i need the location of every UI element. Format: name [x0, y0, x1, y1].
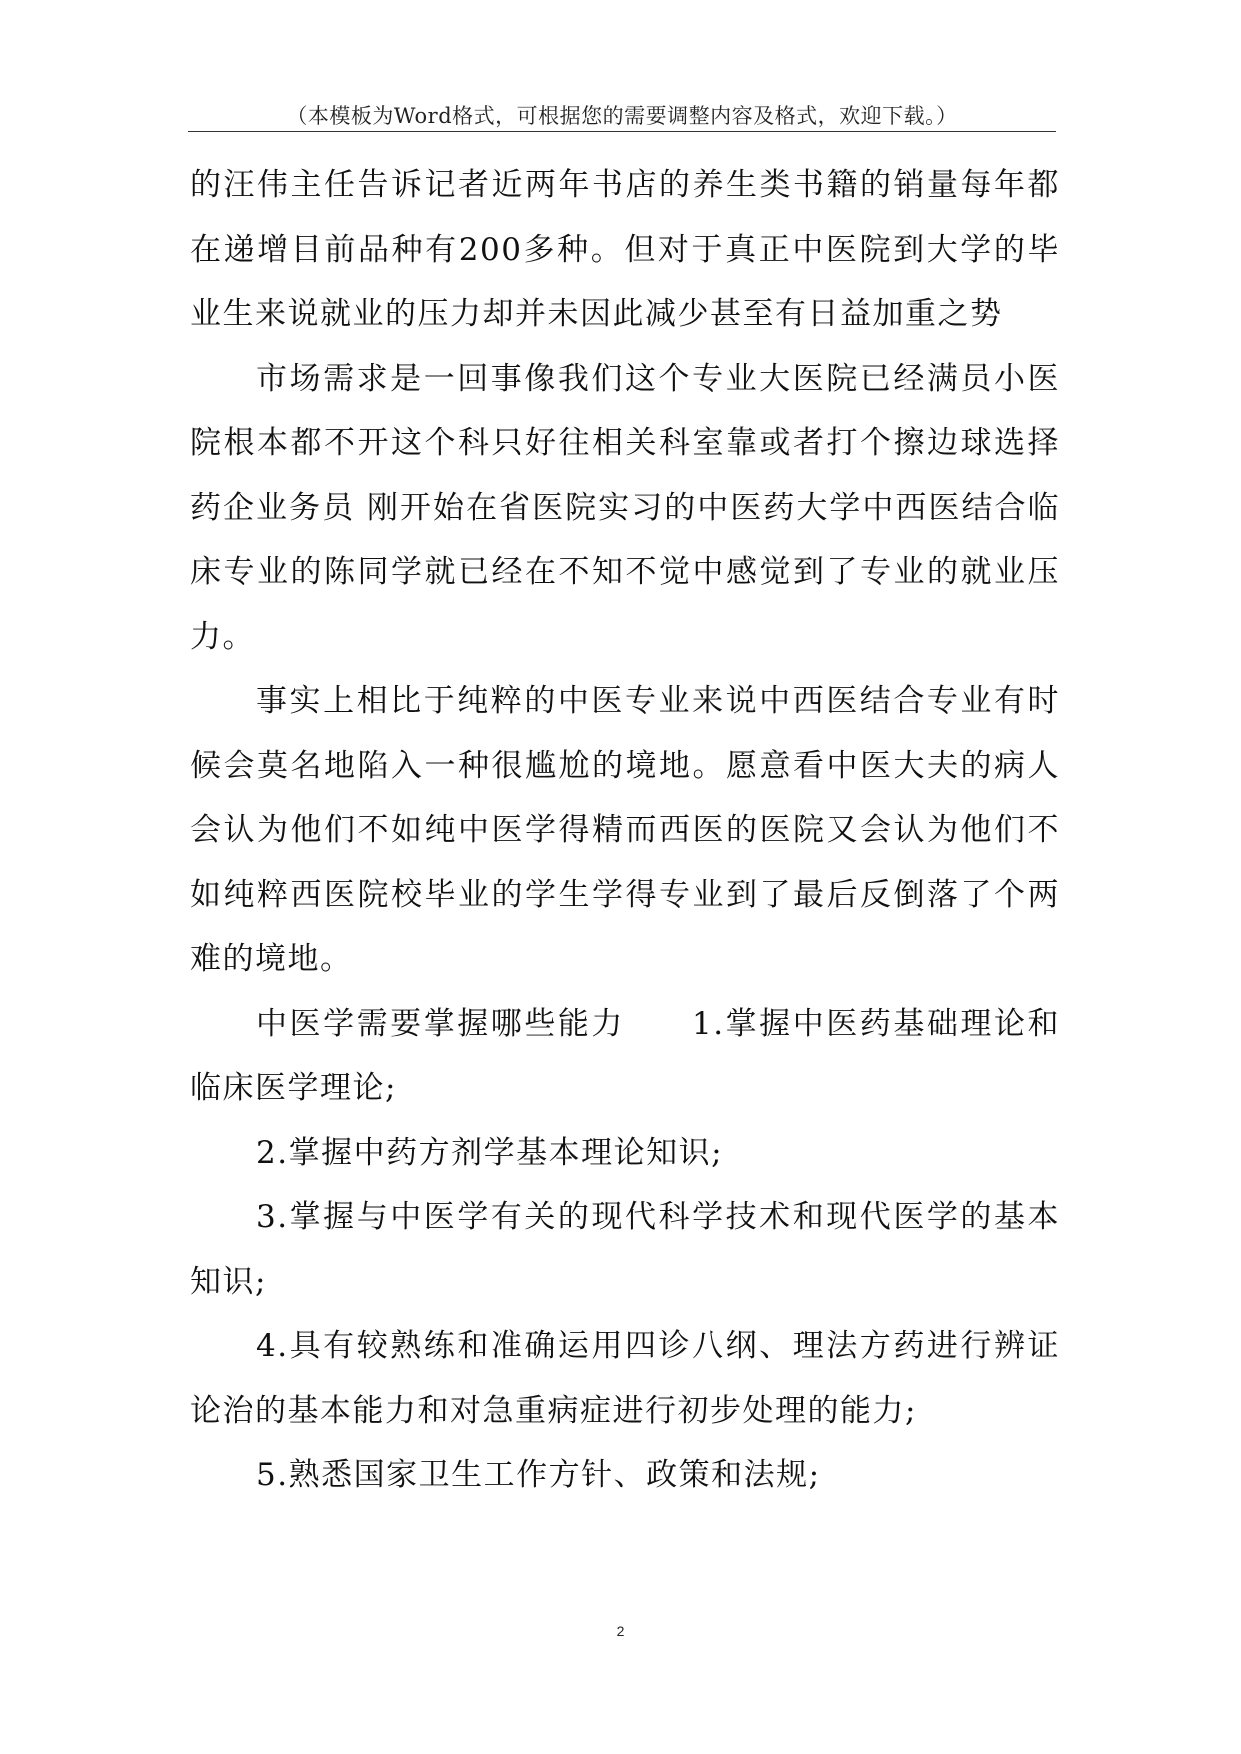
paragraph: 市场需求是一回事像我们这个专业大医院已经满员小医院根本都不开这个科只好往相关科室靠或者打个擦边球选择药企业务员 刚开始在省医院实习的中医药大学中西医结合临床专业的陈同学就已经在不知不觉中感觉到了专业的就业压力。 — [190, 360, 1060, 655]
page-number: 2 — [616, 1623, 625, 1639]
paragraph: 事实上相比于纯粹的中医专业来说中西医结合专业有时候会莫名地陷入一种很尴尬的境地。愿意看中医大夫的病人会认为他们不如纯中医学得精而西医的医院又会认为他们不如纯粹西医院校毕业的学生学得专业到了最后反倒落了个两难的境地。 — [190, 683, 1060, 977]
header-divider — [188, 131, 1056, 132]
paragraph-ability-intro: 中医学需要掌握哪些能力 1.掌握中医药基础理论和临床医学理论; — [190, 1005, 1060, 1106]
list-item-5: 5.熟悉国家卫生工作方针、政策和法规; — [256, 1457, 821, 1493]
list-item-2: 2.掌握中药方剂学基本理论知识; — [256, 1134, 724, 1171]
paragraph-continued: 的汪伟主任告诉记者近两年书店的养生类书籍的销量每年都在递增目前品种有200多种。但对于真正中医院到大学的毕业生来说就业的压力却并未因此减少甚至有日益加重之势 — [190, 167, 1060, 332]
document-body — [190, 153, 1060, 1508]
list-item-3: 3.掌握与中医学有关的现代科学技术和现代医学的基本知识; — [190, 1199, 1060, 1300]
page-header-note: （本模板为Word格式，可根据您的需要调整内容及格式，欢迎下载。） — [286, 104, 958, 128]
list-item-4: 4.具有较熟练和准确运用四诊八纲、理法方药进行辨证论治的基本能力和对急重病症进行初步处理的能力; — [190, 1328, 1060, 1429]
